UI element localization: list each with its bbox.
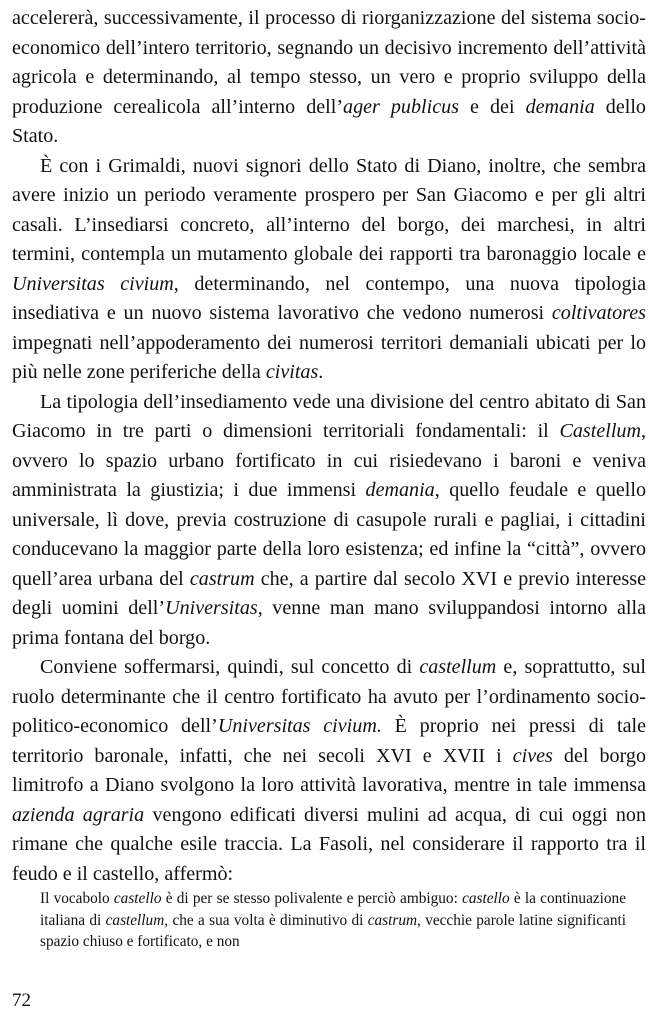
text-run: La tipologia dell’insediamento vede una divisione del centro abitato di San Giacomo in tre parti o dimensioni territoriali fondamentali: il: [12, 390, 646, 442]
italic-run: coltivatores: [551, 302, 646, 324]
text-run: , ovvero lo spazio urbano fortificato in cui risiedevano i baroni e veniva amministrata la giustizia; i due immensi: [12, 420, 646, 501]
text-run: , vecchie parole latine significanti spazio chiuso e fortificato, e non: [40, 911, 626, 950]
italic-run: Universitas civium.: [217, 715, 382, 737]
italic-run: Castellum: [559, 420, 641, 442]
italic-run: cives: [512, 744, 553, 767]
italic-run: demania: [525, 95, 595, 118]
text-run: Il vocabolo: [40, 890, 114, 907]
text-run: , determinando, nel contempo, una nuova tipologia insediativa e un nuovo sistema lavorativo che vedono numerosi: [12, 272, 647, 324]
paragraph-4: [12, 653, 646, 889]
italic-run: castellum: [105, 911, 165, 929]
paragraph-1: [12, 4, 646, 152]
italic-run: azienda agraria: [12, 803, 145, 826]
text-run: , che a sua volta è diminutivo di: [164, 911, 368, 929]
italic-run: civitas: [265, 361, 319, 383]
text-run: impegnati nell’appoderamento dei numerosi territori demaniali ubicati per lo più nelle zone periferiche della: [12, 331, 646, 383]
text-run: e, soprattutto, sul ruolo determinante che il centro fortificato ha avuto per l’ordinamento socio-politico-economico dell’: [12, 656, 646, 737]
body-text: [12, 4, 646, 889]
text-run: che, a partire dal secolo XVI e previo interesse degli uomini dell’: [12, 567, 646, 619]
italic-run: ager publicus: [343, 95, 459, 118]
block-quote: [40, 888, 626, 953]
italic-run: Universitas: [165, 597, 258, 619]
text-run: , venne man mano sviluppandosi intorno alla prima fontana del borgo.: [12, 597, 647, 649]
italic-run: castellum: [419, 656, 497, 678]
paragraph-2: [12, 152, 646, 388]
text-run: vengono edificati diversi mulini ad acqua, di cui oggi non rimane che qualche esile traccia. La Fasoli, nel considerare il rapporto tra il feudo e il castello, affermò:: [12, 803, 646, 885]
text-run: .: [318, 361, 324, 383]
italic-run: castrum: [367, 911, 418, 929]
text-run: è la continuazione italiana di: [40, 890, 626, 929]
page-number: 72: [12, 990, 31, 1011]
text-run: accelererà, successivamente, il processo di riorganizzazione del sistema socio-economico dell’intero territorio, segnando un decisivo incremento dell’attività agricola e determinando, al tempo stesso, un vero e proprio sviluppo della produzione cerealicola all’interno dell’: [12, 7, 646, 118]
paragraph-3: [12, 388, 646, 654]
text-run: dello Stato.: [12, 95, 646, 147]
italic-run: castello: [462, 890, 510, 907]
text-run: È proprio nei pressi di tale territorio baronale, infatti, che nei secoli XVI e XVII i: [12, 715, 646, 767]
text-run: del borgo limitrofo a Diano svolgono la loro attività lavorativa, mentre in tale immensa: [12, 744, 646, 796]
block-quote-text: [40, 888, 626, 953]
text-run: , quello feudale e quello universale, lì dove, previa costruzione di casupole rurali e pagliai, i cittadini conducevano la maggior parte della loro esistenza; ed infine la “città”, ovvero quell’area urbana del: [12, 479, 647, 590]
text-run: è di per se stesso polivalente e perciò ambiguo:: [161, 890, 463, 907]
italic-run: Universitas civium: [12, 272, 174, 295]
italic-run: castello: [113, 890, 162, 907]
italic-run: demania: [365, 479, 435, 501]
italic-run: castrum: [189, 567, 255, 590]
text-run: e dei: [458, 95, 526, 118]
text-run: È con i Grimaldi, nuovi signori dello Stato di Diano, inoltre, che sembra avere inizio un periodo veramente prospero per San Giacomo e per gli altri casali. L’insediarsi concreto, all’interno del borgo, dei marchesi, in altri termini, contempla un mutamento globale dei rapporti tra baronaggio locale e: [12, 154, 646, 265]
text-run: Conviene soffermarsi, quindi, sul concetto di: [40, 656, 420, 678]
